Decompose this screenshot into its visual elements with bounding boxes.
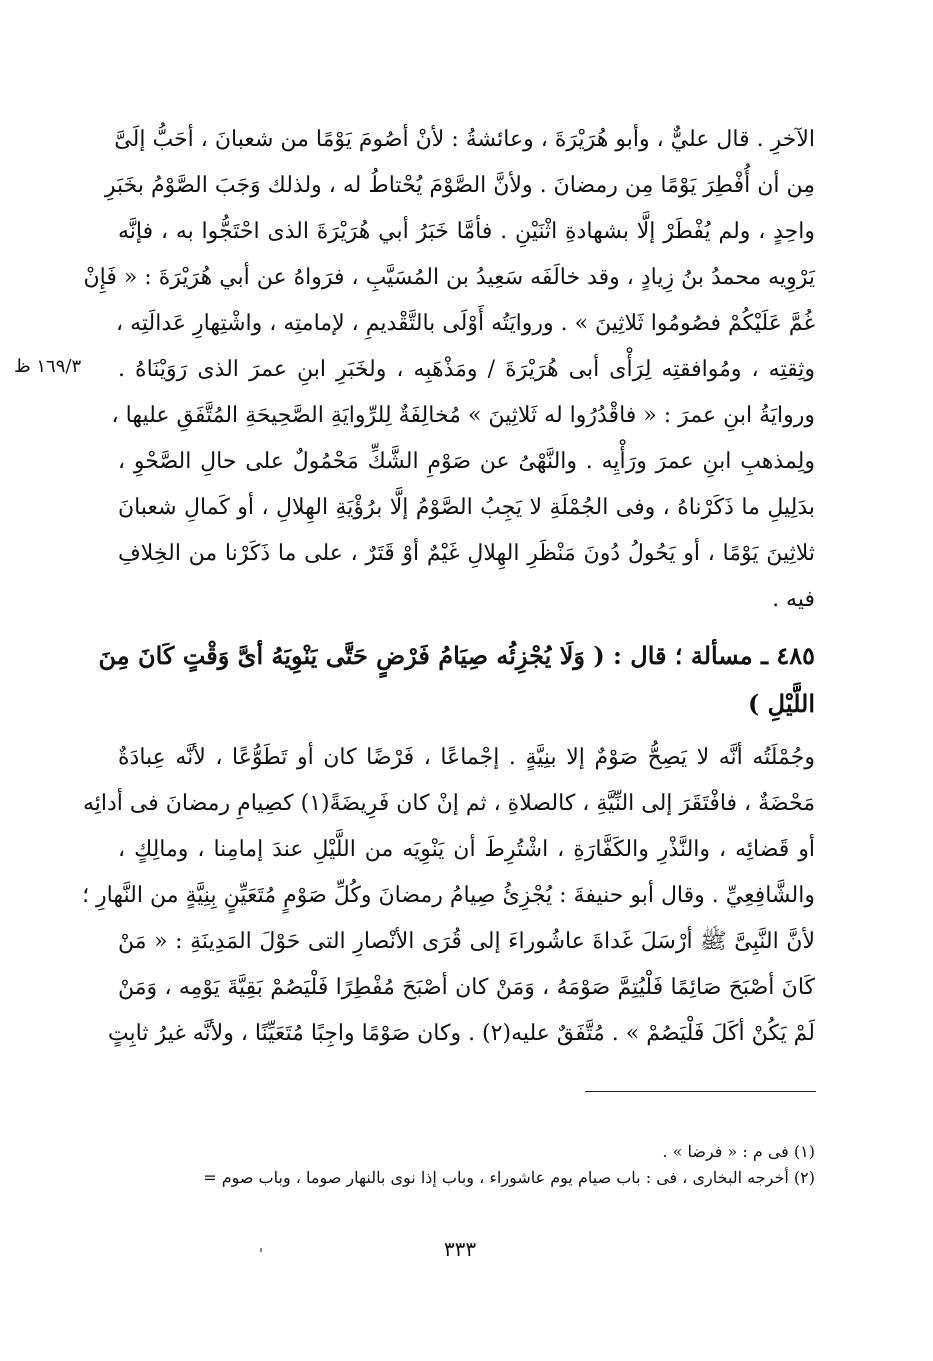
text-line: وثِقتِه ، ومُوافقتِه لِرَأْى أبى هُرَيْرَةَ / ومَذْهَبِه ، ولخَبَرِ ابنِ عمرَ الذى رَوَيْنَاهُ . — [118, 357, 815, 382]
text-line: أو قَضائِه ، والنَّذْرِ والكَفَّارَةِ ، اشْتُرِطَ أن يَنْوِيَه من اللَّيْلِ عندَ إمامِنا ، ومالِكٍ ، — [118, 837, 815, 862]
footnote-1: (١) فى م : « فرضا » . — [662, 1142, 815, 1161]
page-number: ٣٣٣ — [443, 1237, 477, 1261]
margin-folio-note: ١٦٩/٣ ظ — [14, 356, 82, 377]
text-line: مَحْضَةٌ ، فافْتَقَرَ إلى النِّيَّةِ ، كالصلاةِ ، ثم إنْ كان فَرِيضَةً(١) كصِيامِ رمضانَ فى أدائِه — [82, 791, 815, 816]
text-line: ثلاثِينَ يَوْمًا ، أو يَحُولُ دُونَ مَنْظَرِ الهِلالِ غَيْمٌ أوْ قَتَرٌ ، على ما ذَكَرْنا من الخِلافِ — [118, 541, 815, 566]
text-line: ولِمذهبِ ابنِ عمرَ ورَأْيِه . والنَّهْىُ عن صَوْمِ الشَّكِّ مَحْمُولٌ على حالِ الصَّحْوِ ، — [118, 449, 815, 474]
text-line: واحِدٍ ، ولم يُفْطَرْ إلَّا بشهادةِ اثْنَيْنِ . فأمَّا خَبَرُ أبي هُرَيْرَةَ الذى احْتَجُّوا به ، فإنَّه — [118, 219, 815, 244]
footnote-separator — [585, 1091, 816, 1092]
body-paragraph-1 — [83, 117, 815, 623]
text-line: الآخرِ . قال عليٌّ ، وأبو هُرَيْرَةَ ، وعائشةُ : لأنْ أصُومَ يَوْمًا من شعبانَ ، أحَبُّ إلَىَّ — [114, 127, 815, 152]
text-line: وجُمْلَتُه أنَّه لا يَصِحُّ صَوْمٌ إلا بنِيَّةٍ . إجْماعًا ، فَرْضًا كان أو تَطَوُّعًا ، لأنَّه عِبادَةٌ — [118, 745, 815, 770]
text-line: كَانَ أصْبَحَ صَائِمًا فَلْيُتِمَّ صَوْمَهُ ، وَمَنْ كان أصْبَحَ مُفْطِرًا فَلْيَصُمْ بَقِيَّةَ يَوْمِه ، وَمَنْ — [118, 975, 815, 1000]
issue-heading — [98, 632, 815, 728]
scan-speck — [260, 1248, 262, 1252]
text-line: غُمَّ عَلَيْكُمْ فصُومُوا ثَلاثِينَ » . وروايَتُه أَوْلَى بالتَّقْديمِ ، لإمامتِه ، واشْتِهارِ عَدالَتِه ، — [115, 311, 815, 336]
text-line: لَمْ يَكُنْ أكَلَ فَلْيَصُمْ » . مُتَّفَقٌ عليه(٢) . وكان صَوْمًا واجِبًا مُتَعَيِّنًا ، ولأنَّه غيرُ ثابِتٍ — [107, 1021, 815, 1046]
footnote-2: (٢) أخرجه البخارى ، فى : باب صيام يوم عاشوراء ، وباب إذا نوى بالنهار صوما ، وباب صوم = — [203, 1168, 815, 1187]
text-line: فيه . — [772, 587, 815, 612]
text-line: بدَلِيلِ ما ذَكَرْناهُ ، وفى الجُمْلَةِ لا يَجِبُ الصَّوْمُ إلَّا برُؤْيَةِ الهِلالِ ، أو كَمالِ شعبانَ — [118, 495, 815, 520]
heading-line: اللَّيْلِ ) — [747, 689, 815, 718]
text-line: وروايَةُ ابنِ عمرَ : « فاقْدُرُوا له ثَلاثِينَ » مُخالِفَةٌ لِلرِّوايَةِ الصَّحِيحَةِ المُتَّفَقِ عليها ، — [111, 403, 815, 428]
heading-line: ٤٨٥ ـ مسألة ؛ قال : ( وَلَا يُجْزِئُه صِيَامُ فَرْضٍ حَتَّى يَنْوِيَهُ أىَّ وَقْتٍ كَانَ مِنَ — [98, 641, 815, 670]
text-line: يَرْوِيه محمدُ بنُ زِيادٍ ، وقد خالَفَه سَعِيدُ بن المُسَيَّبِ ، فرَواهُ عن أبي هُرَيْرَةَ : « فَإِنْ — [83, 265, 815, 290]
text-line: لأنَّ النَّبِىَّ ﷺ أرْسَلَ غَداةَ عاشُوراءَ إلى قُرَى الأنْصارِ التى حَوْلَ المَدِينَةِ : « مَنْ — [118, 929, 815, 954]
text-line: والشَّافِعِيِّ . وقال أبو حنيفةَ : يُجْزِئُ صِيامُ رمضانَ وكُلِّ صَوْمٍ مُتَعَيِّنٍ بِنِيَّةٍ من النَّهارِ ؛ — [82, 883, 815, 908]
text-line: مِن أن أُفْطِرَ يَوْمًا مِن رمضانَ . ولأنَّ الصَّوْمَ يُحْتاطُ له ، ولذلك وَجَبَ الصَّوْمُ بخَبَرِ — [104, 173, 815, 198]
body-paragraph-2 — [82, 735, 815, 1057]
